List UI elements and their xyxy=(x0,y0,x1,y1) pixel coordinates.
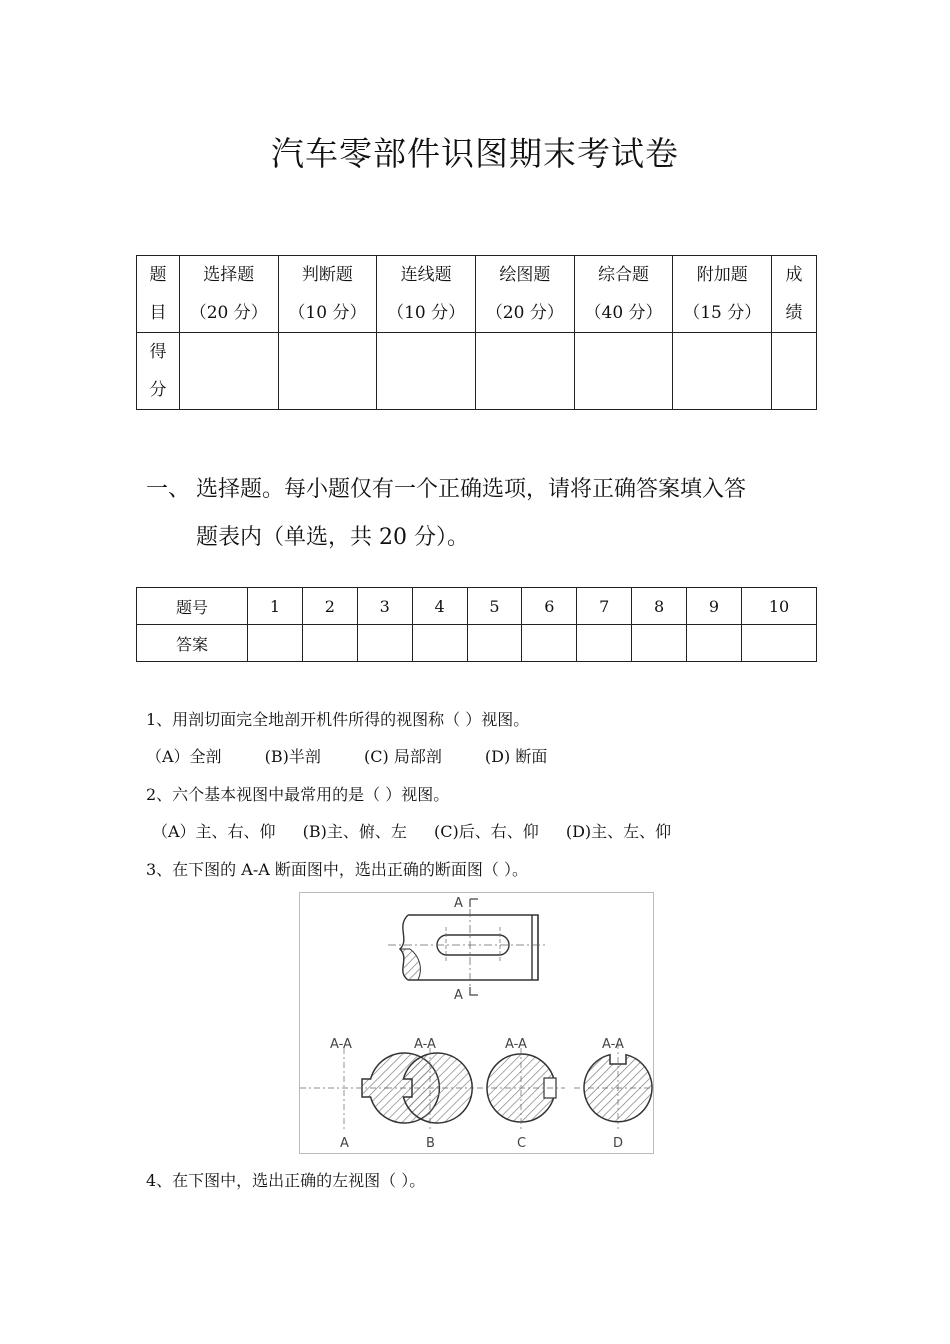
question-number-cell: 8 xyxy=(632,588,687,625)
section-view-figure xyxy=(299,892,654,1154)
question-3: 3、在下图的 A-A 断面图中，选出正确的断面图（ ）。 xyxy=(146,860,528,879)
score-header-cell: 成 绩 xyxy=(772,256,817,333)
choice-letter: A xyxy=(340,1136,349,1151)
question-number-cell: 2 xyxy=(302,588,357,625)
answer-blank-cell[interactable] xyxy=(412,625,467,662)
score-blank-cell[interactable] xyxy=(475,333,574,410)
question-number-cell: 9 xyxy=(687,588,742,625)
option-d: (D) 断面 xyxy=(484,747,548,766)
score-blank-cell[interactable] xyxy=(377,333,476,410)
cut-label-bottom: A xyxy=(454,988,463,1003)
figure-drawing xyxy=(300,893,653,1153)
score-table xyxy=(136,255,817,410)
choice-letter: C xyxy=(517,1136,527,1151)
score-header-cell: 选择题 （20 分） xyxy=(179,256,278,333)
option-b: (B)主、俯、左 xyxy=(302,822,407,841)
answer-blank-cell[interactable] xyxy=(522,625,577,662)
choice-c-view xyxy=(477,1037,565,1151)
shaft-outline xyxy=(408,915,538,980)
cut-arrow-bottom xyxy=(470,987,478,995)
question-number-cell: 4 xyxy=(412,588,467,625)
score-header-row xyxy=(137,256,817,333)
cut-label-top: A xyxy=(454,896,463,911)
answer-number-row xyxy=(137,588,817,625)
answer-row-label: 题号 xyxy=(137,588,248,625)
answer-blank-cell[interactable] xyxy=(632,625,687,662)
score-blank-cell[interactable] xyxy=(278,333,377,410)
score-blank-cell[interactable] xyxy=(772,333,817,410)
answer-blank-cell[interactable] xyxy=(742,625,817,662)
score-row-label: 得 分 xyxy=(137,333,180,410)
answer-fill-row xyxy=(137,625,817,662)
question-number-cell: 7 xyxy=(577,588,632,625)
option-c: (C)后、右、仰 xyxy=(434,822,539,841)
option-a: （A）全剖 xyxy=(146,747,222,766)
choice-title: A-A xyxy=(414,1037,436,1052)
broken-section-hatch xyxy=(400,949,420,980)
cut-arrow-top xyxy=(470,899,478,907)
question-1-options xyxy=(146,744,585,767)
score-header-cell: 绘图题 （20 分） xyxy=(475,256,574,333)
answer-blank-cell[interactable] xyxy=(687,625,742,662)
option-d: (D)主、左、仰 xyxy=(565,822,672,841)
choice-title: A-A xyxy=(505,1037,527,1052)
answer-table xyxy=(136,587,817,662)
choice-d-view xyxy=(574,1037,652,1151)
question-2-options xyxy=(152,819,693,842)
question-2: 2、六个基本视图中最常用的是（ ）视图。 xyxy=(146,785,450,804)
answer-row-label: 答案 xyxy=(137,625,248,662)
shaft-main-view xyxy=(388,896,548,1003)
score-header-cell: 综合题 （40 分） xyxy=(574,256,673,333)
question-4: 4、在下图中，选出正确的左视图（ ）。 xyxy=(146,1171,426,1190)
score-header-cell: 题 目 xyxy=(137,256,180,333)
section-heading xyxy=(146,466,846,562)
score-header-cell: 附加题 （15 分） xyxy=(673,256,772,333)
section-line-1: 选择题。每小题仅有一个正确选项，请将正确答案填入答 xyxy=(196,477,747,502)
question-number-cell: 3 xyxy=(357,588,412,625)
question-number-cell: 5 xyxy=(467,588,522,625)
score-header-cell: 判断题 （10 分） xyxy=(278,256,377,333)
answer-blank-cell[interactable] xyxy=(357,625,412,662)
score-blank-cell[interactable] xyxy=(673,333,772,410)
section-line-2: 题表内（单选，共 20 分）。 xyxy=(196,525,469,550)
section-number: 一、 xyxy=(146,477,191,502)
score-blank-cell[interactable] xyxy=(574,333,673,410)
question-1: 1、用剖切面完全地剖开机件所得的视图称（ ）视图。 xyxy=(146,710,530,729)
choice-title: A-A xyxy=(602,1037,624,1052)
choice-title: A-A xyxy=(330,1037,352,1052)
question-number-cell: 1 xyxy=(248,588,303,625)
page-title: 汽车零部件识图期末考试卷 xyxy=(271,134,679,173)
answer-blank-cell[interactable] xyxy=(248,625,303,662)
score-header-cell: 连线题 （10 分） xyxy=(377,256,476,333)
choice-letter: B xyxy=(426,1136,435,1151)
option-a: （A）主、右、仰 xyxy=(152,822,276,841)
score-blank-cell[interactable] xyxy=(179,333,278,410)
answer-blank-cell[interactable] xyxy=(577,625,632,662)
answer-blank-cell[interactable] xyxy=(302,625,357,662)
question-number-cell: 6 xyxy=(522,588,577,625)
option-b: (B)半剖 xyxy=(264,747,321,766)
answer-blank-cell[interactable] xyxy=(467,625,522,662)
question-number-cell: 10 xyxy=(742,588,817,625)
option-c: (C) 局部剖 xyxy=(364,747,442,766)
choice-letter: D xyxy=(613,1136,624,1151)
score-value-row xyxy=(137,333,817,410)
